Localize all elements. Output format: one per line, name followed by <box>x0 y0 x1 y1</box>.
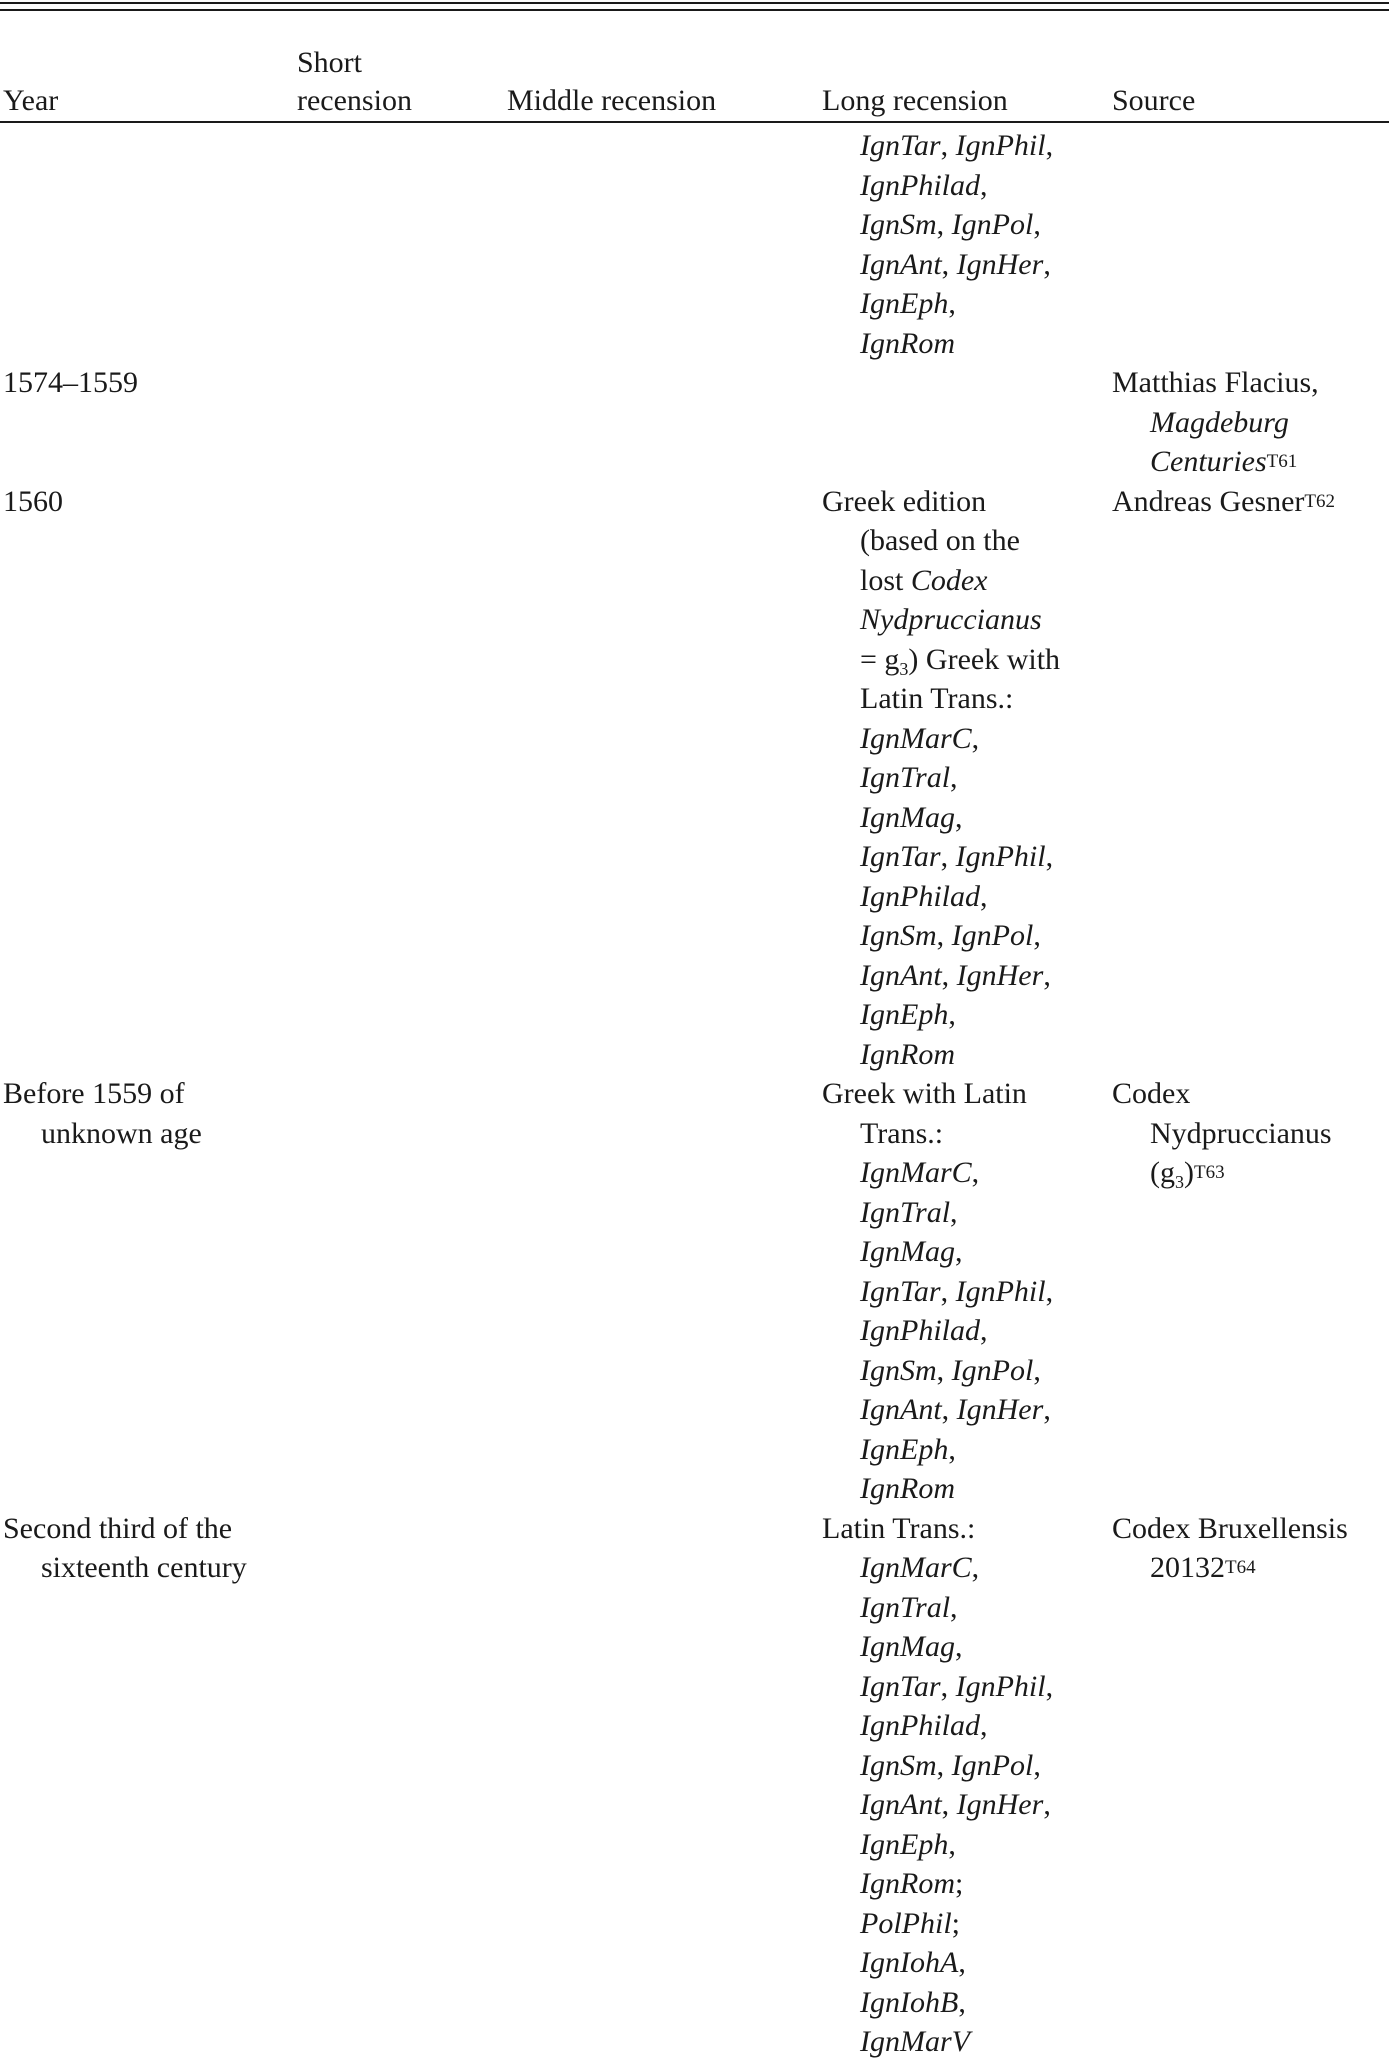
text-segment: IgnPhil <box>955 1669 1046 1703</box>
text-segment: Nydpruccianus <box>1150 1116 1332 1150</box>
text-segment: IgnMag <box>860 800 955 834</box>
long-line <box>822 166 1110 206</box>
long-line <box>822 1983 1110 2023</box>
text-segment: IgnEph <box>860 998 949 1031</box>
long-line <box>822 1864 1110 1904</box>
text-segment: Codex <box>1112 1077 1191 1110</box>
source-line <box>1112 1153 1389 1193</box>
year-line: 1574–1559 <box>3 366 138 399</box>
long-line <box>822 1430 1110 1470</box>
text-segment: , <box>1043 958 1051 992</box>
text-segment: IgnPhilad <box>860 879 980 913</box>
table-body <box>0 126 1389 2062</box>
text-segment: , <box>1043 247 1051 281</box>
long-line <box>822 1390 1110 1430</box>
text-segment: , <box>936 1353 952 1387</box>
text-segment: IgnTar <box>860 1274 941 1308</box>
text-segment: (based on the <box>860 524 1020 557</box>
long-line <box>822 877 1110 917</box>
text-segment: , <box>980 879 988 913</box>
long-line <box>822 600 1110 640</box>
long-line <box>822 1548 1110 1588</box>
long-line <box>822 1588 1110 1628</box>
table-row <box>0 482 1389 1075</box>
text-segment: Greek edition <box>822 484 987 518</box>
text-segment: , <box>936 919 952 952</box>
text-segment: IgnSm <box>860 1353 937 1387</box>
text-segment: , <box>971 1156 980 1189</box>
cell-year <box>0 1509 297 1588</box>
long-line <box>822 561 1110 601</box>
table-header <box>0 22 1389 120</box>
text-segment: Greek with Latin <box>822 1077 1027 1110</box>
text-segment: IgnMarV <box>860 2025 970 2058</box>
cell-year <box>0 363 297 403</box>
year-line: unknown age <box>41 1116 202 1150</box>
text-segment: , <box>980 1709 988 1742</box>
text-segment: , <box>950 761 958 794</box>
header-short-line1: Short <box>297 46 363 79</box>
year-line: Second third of the <box>3 1511 233 1545</box>
text-segment: IgnAnt <box>860 958 942 992</box>
long-line <box>822 245 1110 285</box>
text-segment: Andreas Gesner <box>1112 484 1305 518</box>
long-line <box>822 719 1110 759</box>
text-segment: Trans.: <box>860 1116 944 1150</box>
text-segment: IgnTral <box>860 1195 951 1229</box>
text-segment: 20132 <box>1150 1551 1225 1584</box>
text-segment: Matthias Flacius, <box>1112 366 1319 399</box>
source-line <box>1112 482 1389 522</box>
text-segment: Magdeburg <box>1150 405 1289 439</box>
long-line <box>822 1785 1110 1825</box>
long-line <box>822 1311 1110 1351</box>
text-segment: , <box>950 1195 958 1229</box>
cell-source <box>1110 482 1389 522</box>
text-segment: IgnPhil <box>955 129 1046 162</box>
long-line <box>822 1035 1110 1075</box>
text-segment: IgnIohB <box>860 1985 959 2019</box>
table-row <box>0 1074 1389 1509</box>
header-short-recension <box>297 44 412 120</box>
text-segment: IgnHer <box>956 958 1044 992</box>
text-segment: IgnPol <box>951 919 1034 952</box>
text-segment: , <box>940 840 956 873</box>
text-segment: , <box>1033 1748 1041 1782</box>
text-segment: IgnRom <box>860 1472 955 1505</box>
footnote-marker: T62 <box>1304 490 1336 512</box>
text-segment: , <box>1045 1274 1054 1308</box>
text-segment: IgnPhil <box>955 840 1046 873</box>
table-row <box>0 363 1389 482</box>
text-segment: IgnEph <box>860 1432 949 1466</box>
footnote-marker: T63 <box>1194 1162 1225 1183</box>
long-line <box>822 1627 1110 1667</box>
text-segment: Latin Trans.: <box>822 1511 976 1545</box>
text-segment: IgnAnt <box>860 247 942 281</box>
long-line <box>822 1746 1110 1786</box>
long-line <box>822 1193 1110 1233</box>
long-line <box>822 916 1110 956</box>
text-segment: , <box>954 1630 963 1663</box>
text-segment: IgnSm <box>860 208 937 241</box>
source-line <box>1112 442 1389 482</box>
text-segment: IgnRom <box>860 326 955 360</box>
long-line <box>822 1153 1110 1193</box>
text-segment: , <box>941 247 957 281</box>
long-line <box>822 1114 1110 1154</box>
long-line <box>822 1509 1110 1549</box>
source-line <box>1112 1548 1389 1588</box>
table-top-rule-double <box>0 9 1389 11</box>
long-line <box>822 205 1110 245</box>
text-segment: IgnMarC <box>860 1551 972 1584</box>
text-segment: IgnMag <box>860 1630 955 1663</box>
text-segment: IgnPol <box>951 208 1034 241</box>
text-segment: IgnEph <box>860 1827 949 1861</box>
text-segment: IgnMarC <box>860 721 972 755</box>
text-segment: IgnHer <box>956 247 1044 281</box>
text-segment: , <box>950 1590 958 1624</box>
text-segment: , <box>941 958 957 992</box>
table-top-rule <box>0 2 1389 4</box>
text-segment: , <box>941 1788 957 1821</box>
long-line <box>822 324 1110 364</box>
text-segment: , <box>948 287 956 320</box>
year-line: 1560 <box>3 484 63 518</box>
header-long-recension: Long recension <box>822 84 1008 117</box>
text-segment: IgnMarC <box>860 1156 972 1189</box>
text-segment: IgnPol <box>951 1353 1034 1387</box>
source-line <box>1112 403 1389 443</box>
text-segment: ; <box>954 1867 964 1900</box>
text-segment: ) Greek with <box>908 642 1061 676</box>
table-row <box>0 1509 1389 2062</box>
long-line <box>822 837 1110 877</box>
text-segment: , <box>980 1314 988 1347</box>
text-segment: IgnIohA <box>860 1946 959 1979</box>
text-segment: , <box>1043 1788 1051 1821</box>
long-line <box>822 2022 1110 2062</box>
subscript: 3 <box>899 658 909 679</box>
text-segment: IgnEph <box>860 287 949 320</box>
text-segment: IgnPhil <box>955 1274 1046 1308</box>
long-line <box>822 995 1110 1035</box>
text-segment: Codex Bruxellensis <box>1112 1511 1348 1545</box>
long-line <box>822 482 1110 522</box>
text-segment: , <box>948 1827 956 1861</box>
text-segment: IgnRom <box>860 1867 955 1900</box>
header-year: Year <box>3 84 59 117</box>
text-segment: lost <box>860 563 911 597</box>
cell-source <box>1110 1074 1389 1193</box>
text-segment: , <box>940 1669 956 1703</box>
cell-long-recension <box>820 482 1110 1075</box>
cell-source <box>1110 1509 1389 1588</box>
text-segment: , <box>936 1748 952 1782</box>
source-line <box>1112 1509 1389 1549</box>
long-line <box>822 1074 1110 1114</box>
text-segment: Centuries <box>1150 445 1267 478</box>
year-line: sixteenth century <box>41 1551 247 1584</box>
long-line <box>822 284 1110 324</box>
text-segment: , <box>1043 1393 1051 1426</box>
text-segment: , <box>971 1551 980 1584</box>
source-line <box>1112 1074 1389 1114</box>
table-header-rule <box>0 121 1389 123</box>
text-segment: IgnTral <box>860 1590 951 1624</box>
text-segment: , <box>1033 208 1041 241</box>
long-line <box>822 1904 1110 1944</box>
text-segment: IgnAnt <box>860 1393 942 1426</box>
subscript: 3 <box>1175 1172 1184 1192</box>
text-segment: PolPhil <box>860 1906 952 1940</box>
cell-year <box>0 482 297 522</box>
text-segment: IgnTral <box>860 761 951 794</box>
text-segment: , <box>971 721 980 755</box>
text-segment: IgnPhilad <box>860 168 980 202</box>
text-segment: Nydpruccianus <box>860 603 1042 636</box>
text-segment: ) <box>1184 1156 1194 1189</box>
text-segment: ; <box>951 1906 960 1940</box>
text-segment: , <box>954 1235 963 1268</box>
text-segment: , <box>1033 1353 1041 1387</box>
text-segment: , <box>958 1946 966 1979</box>
cell-source <box>1110 363 1389 482</box>
text-segment: IgnMag <box>860 1235 955 1268</box>
text-segment: Codex <box>910 563 988 597</box>
long-line <box>822 758 1110 798</box>
text-segment: (g <box>1150 1156 1175 1189</box>
source-line <box>1112 1114 1389 1154</box>
header-middle-recension: Middle recension <box>507 84 717 117</box>
long-line <box>822 1943 1110 1983</box>
text-segment: , <box>1045 1669 1054 1703</box>
text-segment: , <box>1045 129 1054 162</box>
long-line <box>822 126 1110 166</box>
text-segment: , <box>980 168 988 202</box>
cell-long-recension <box>820 1074 1110 1509</box>
long-line <box>822 798 1110 838</box>
text-segment: IgnPol <box>951 1748 1034 1782</box>
text-segment: IgnTar <box>860 840 941 873</box>
text-segment: Latin Trans.: <box>860 682 1014 715</box>
text-segment: = g <box>860 642 900 676</box>
footnote-marker: T61 <box>1266 451 1298 472</box>
text-segment: IgnPhilad <box>860 1314 980 1347</box>
text-segment: , <box>948 998 956 1031</box>
text-segment: , <box>958 1985 966 2019</box>
long-line <box>822 679 1110 719</box>
source-line <box>1112 363 1389 403</box>
text-segment: IgnHer <box>956 1393 1044 1426</box>
long-line <box>822 521 1110 561</box>
text-segment: IgnPhilad <box>860 1709 980 1742</box>
text-segment: IgnTar <box>860 129 941 162</box>
table-row <box>0 126 1389 363</box>
text-segment: IgnHer <box>956 1788 1044 1821</box>
cell-long-recension <box>820 126 1110 363</box>
text-segment: , <box>954 800 963 834</box>
text-segment: , <box>948 1432 956 1466</box>
long-line <box>822 640 1110 680</box>
text-segment: , <box>1045 840 1054 873</box>
text-segment: , <box>940 129 956 162</box>
text-segment: , <box>1033 919 1041 952</box>
text-segment: IgnRom <box>860 1037 955 1071</box>
footnote-marker: T64 <box>1225 1557 1256 1578</box>
long-line <box>822 1667 1110 1707</box>
cell-year <box>0 1074 297 1153</box>
text-segment: IgnSm <box>860 919 937 952</box>
text-segment: IgnSm <box>860 1748 937 1782</box>
header-source: Source <box>1112 84 1196 117</box>
long-line <box>822 1469 1110 1509</box>
text-segment: , <box>941 1393 957 1426</box>
long-line <box>822 956 1110 996</box>
text-segment: , <box>936 208 952 241</box>
long-line <box>822 1706 1110 1746</box>
text-segment: IgnAnt <box>860 1788 942 1821</box>
long-line <box>822 1351 1110 1391</box>
long-line <box>822 1825 1110 1865</box>
cell-long-recension <box>820 1509 1110 2062</box>
text-segment: IgnTar <box>860 1669 941 1703</box>
header-short-line2: recension <box>297 84 412 117</box>
text-segment: , <box>940 1274 956 1308</box>
year-line: Before 1559 of <box>3 1077 185 1110</box>
long-line <box>822 1232 1110 1272</box>
long-line <box>822 1272 1110 1312</box>
